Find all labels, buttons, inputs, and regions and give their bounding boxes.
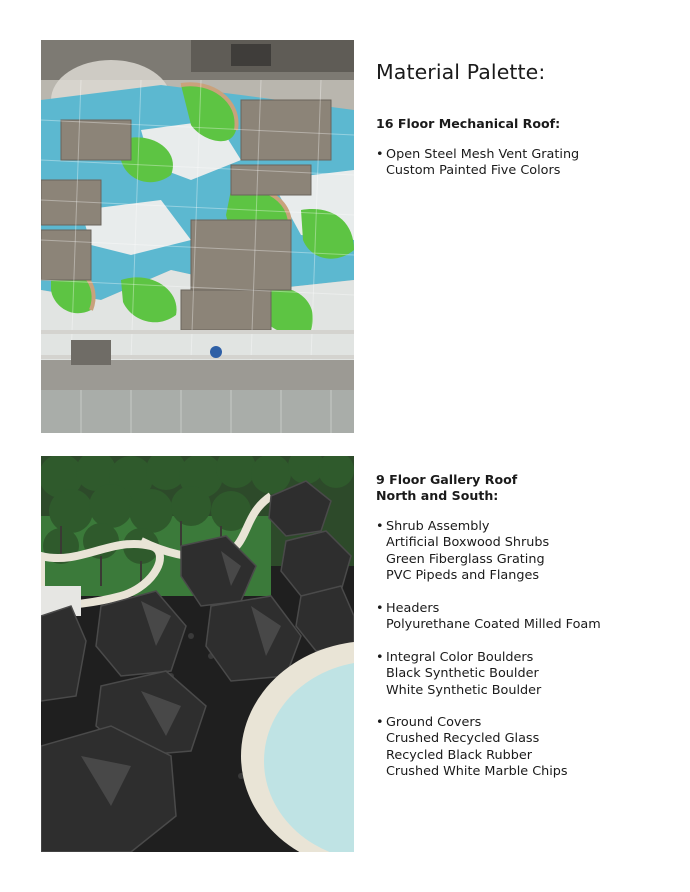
section-gallery-heading-line-2: North and South: — [376, 488, 499, 503]
list-item-lead: • Integral Color Boulders — [376, 650, 541, 666]
section-gallery-heading-line-1: 9 Floor Gallery Roof — [376, 472, 518, 487]
mechanical-roof-photo — [41, 40, 354, 433]
section-mechanical-heading: 16 Floor Mechanical Roof: — [376, 116, 561, 131]
list-item-lead: • Ground Covers — [376, 715, 568, 731]
list-item-sub: Recycled Black Rubber — [386, 747, 532, 763]
gallery-bullet-boulders — [376, 650, 541, 699]
mechanical-roof-illustration — [41, 40, 354, 433]
list-item-sub: Crushed White Marble Chips — [386, 763, 568, 779]
list-item-lead: • Shrub Assembly — [376, 519, 549, 535]
gallery-bullet-shrubs — [376, 519, 549, 584]
list-item-sub: Artificial Boxwood Shrubs — [386, 535, 550, 551]
list-item-sub: Custom Painted Five Colors — [386, 163, 561, 179]
list-item-sub: PVC Pipeds and Flanges — [386, 567, 539, 583]
gallery-roof-photo — [41, 456, 354, 852]
list-item-lead: • Open Steel Mesh Vent Grating — [376, 147, 579, 163]
list-item-sub: White Synthetic Boulder — [386, 682, 542, 698]
list-item-sub: Black Synthetic Boulder — [386, 666, 539, 682]
gallery-roof-illustration — [41, 456, 354, 852]
list-item-lead: • Headers — [376, 601, 601, 617]
list-item-sub: Crushed Recycled Glass — [386, 731, 540, 747]
gallery-bullet-ground-covers — [376, 715, 568, 780]
list-item-sub: Polyurethane Coated Milled Foam — [386, 617, 601, 633]
list-item-sub: Green Fiberglass Grating — [386, 551, 545, 567]
gallery-bullet-headers — [376, 601, 601, 634]
mechanical-bullet-grating — [376, 147, 579, 180]
page-title: Material Palette: — [376, 60, 546, 84]
